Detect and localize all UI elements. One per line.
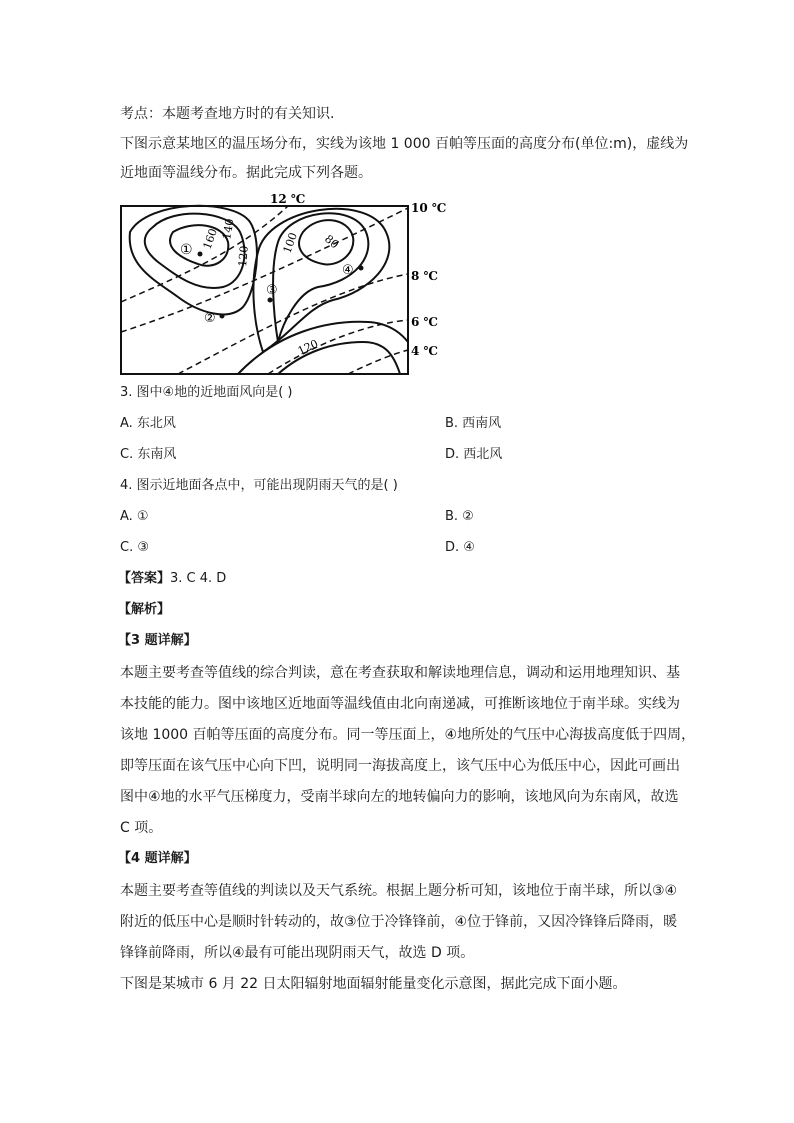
q3-detail-title: 【3 题详解】: [118, 633, 197, 648]
q3-option-b[interactable]: B. 西南风: [445, 416, 502, 431]
temperature-pressure-map: [118, 192, 448, 382]
map-svg: [118, 192, 448, 382]
point-1-dot: [198, 252, 203, 257]
next-intro-line: 下图是某城市 6 月 22 日太阳辐射地面辐射能量变化示意图，据此完成下面小题。: [120, 976, 627, 992]
point-2-dot: [220, 314, 225, 319]
point-4-dot: [359, 266, 364, 271]
q4-detail-line-3: 锋锋前降雨，所以④最有可能出现阴雨天气，故选 D 项。: [120, 945, 475, 961]
q3-detail-line-5: 图中④地的水平气压梯度力，受南半球向左的地转偏向力的影响，该地风向为东南风，故选: [120, 789, 679, 805]
q3-detail-line-6: C 项。: [120, 820, 163, 836]
point-label-1: ①: [180, 242, 193, 258]
answer-label: 【答案】: [118, 571, 171, 586]
q4-option-a[interactable]: A. ①: [120, 509, 149, 524]
point-label-3: ③: [266, 283, 278, 298]
q4-detail-line-1: 本题主要考查等值线的判读以及天气系统。根据上题分析可知，该地位于南半球，所以③④: [120, 883, 678, 899]
q4-option-c[interactable]: C. ③: [120, 540, 149, 555]
q3-detail-line-4: 即等压面在该气压中心向下凹，说明同一海拔高度上，该气压中心为低压中心，因此可画出: [120, 758, 680, 774]
isotherm-label-4: 4 ℃: [411, 344, 438, 358]
isotherm-10: [121, 208, 408, 332]
q4-stem: 4. 图示近地面各点中，可能出现阴雨天气的是( ): [120, 478, 398, 493]
q3-stem: 3. 图中④地的近地面风向是( ): [120, 385, 293, 400]
q3-option-d[interactable]: D. 西北风: [445, 447, 503, 462]
q4-detail-title: 【4 题详解】: [118, 851, 197, 866]
intro-line-2: 近地面等温线分布。据此完成下列各题。: [120, 165, 372, 181]
q3-detail-line-1: 本题主要考查等值线的综合判读，意在考查获取和解读地理信息，调动和运用地理知识、基: [120, 665, 680, 681]
kaodian-line: 考点：本题考查地方时的有关知识.: [120, 106, 335, 122]
q3-option-c[interactable]: C. 东南风: [120, 447, 177, 462]
q3-detail-line-3: 该地 1000 百帕等压面的高度分布。同一等压面上，④地所处的气压中心海拔高度低于四周，: [120, 727, 696, 743]
point-label-2: ②: [204, 311, 216, 326]
isotherm-label-10: 10 ℃: [411, 201, 447, 215]
contour-label-120-left: 120: [236, 245, 251, 268]
point-3-dot: [268, 298, 273, 303]
answer-text: 3. C 4. D: [170, 571, 227, 586]
q4-option-b[interactable]: B. ②: [445, 509, 474, 524]
q4-option-d[interactable]: D. ④: [445, 540, 475, 555]
intro-line-1: 下图示意某地区的温压场分布，实线为该地 1 000 百帕等压面的高度分布(单位:m)，虚线为: [120, 136, 689, 152]
contour-label-160: 160: [200, 226, 221, 252]
point-label-4: ④: [342, 263, 354, 278]
contour-label-140: 140: [220, 217, 237, 241]
isotherm-label-12: 12 ℃: [270, 192, 306, 206]
q3-detail-line-2: 本技能的能力。图中该地区近地面等温线值由北向南递减，可推断该地位于南半球。实线为: [120, 696, 680, 712]
q4-detail-line-2: 附近的低压中心是顺时针转动的，故③位于冷锋锋前，④位于锋前，又因冷锋锋后降雨，暖: [120, 914, 678, 930]
isotherm-label-6: 6 ℃: [411, 315, 438, 329]
q3-option-a[interactable]: A. 东北风: [120, 416, 176, 431]
answer-line: [118, 570, 226, 588]
contour-label-120-bottom: 120: [295, 337, 321, 358]
isotherm-label-8: 8 ℃: [411, 269, 438, 283]
contour-label-100: 100: [280, 230, 301, 256]
jiexi-heading: 【解析】: [118, 602, 171, 617]
contour-label-80: 80: [322, 232, 342, 252]
